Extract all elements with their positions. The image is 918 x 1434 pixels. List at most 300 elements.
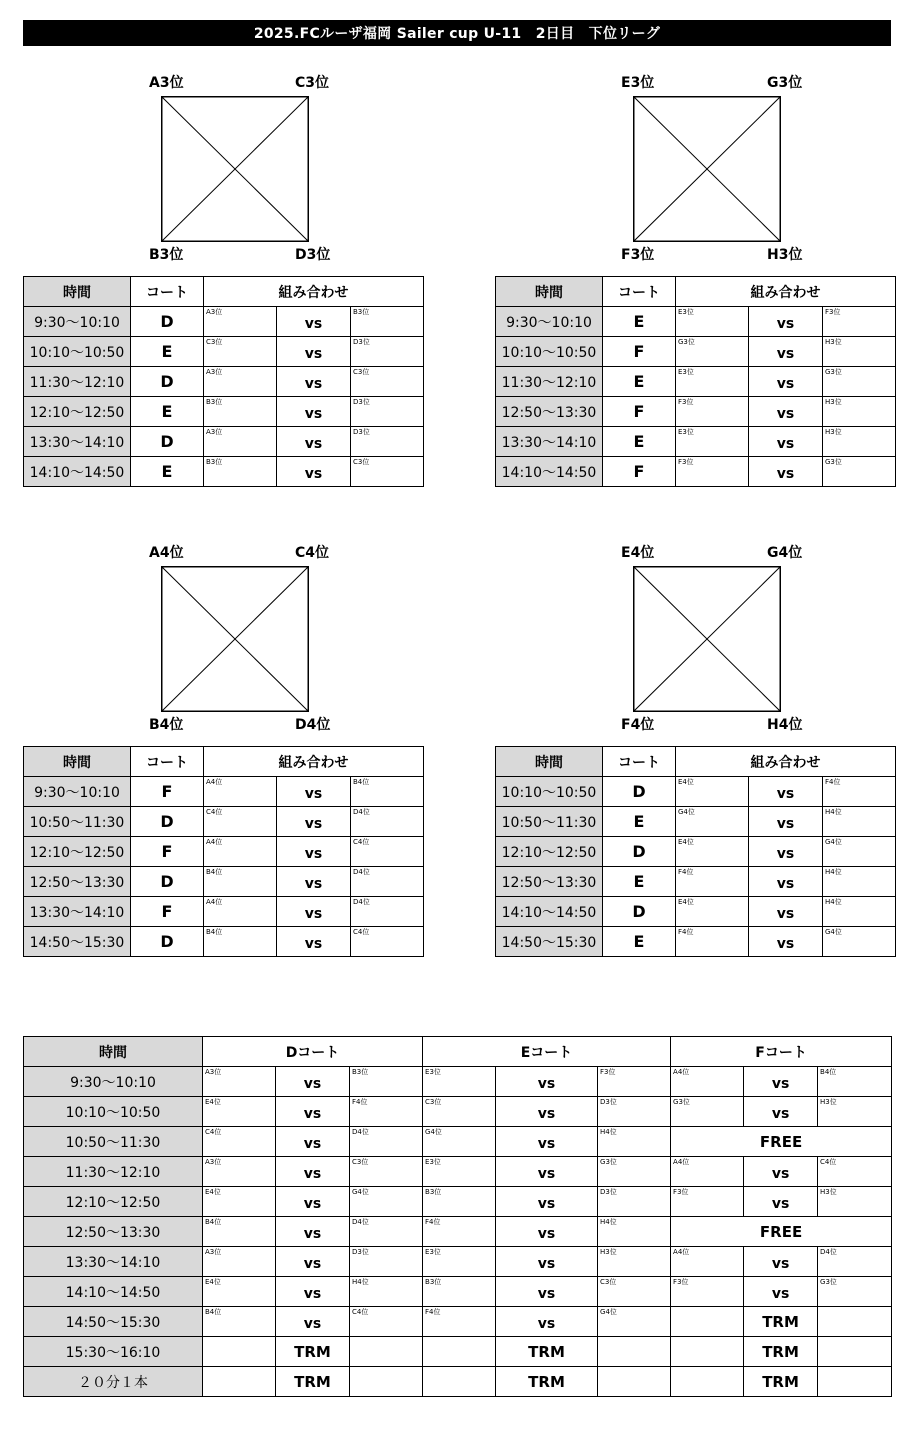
vs-label: vs: [744, 1277, 818, 1307]
vs-label: vs: [496, 1157, 598, 1187]
court-header: コート: [131, 277, 204, 307]
home-team: [671, 1247, 744, 1277]
away-team-label: H3位: [825, 428, 842, 436]
match-time: 14:10～14:50: [24, 457, 131, 487]
home-team-label: E4位: [678, 898, 694, 906]
home-team-label: B3位: [425, 1188, 442, 1196]
trm-slot: TRM: [744, 1337, 818, 1367]
home-team-label: B3位: [206, 458, 223, 466]
home-team: [676, 307, 749, 337]
home-team: [204, 337, 277, 367]
schedule-row: [24, 427, 424, 457]
away-team-label: F4位: [825, 778, 841, 786]
home-team: [671, 1067, 744, 1097]
vs-label: vs: [744, 1097, 818, 1127]
vs-label: vs: [276, 1127, 350, 1157]
away-team-label: D4位: [353, 868, 370, 876]
team-label-top-right: G3位: [767, 75, 803, 91]
master-row: [24, 1067, 892, 1097]
schedule-row: [496, 837, 896, 867]
empty-cell: [350, 1337, 423, 1367]
home-team: [423, 1217, 496, 1247]
home-team: [423, 1247, 496, 1277]
master-time: 14:50～15:30: [24, 1307, 203, 1337]
vs-label: vs: [496, 1127, 598, 1157]
home-team: [204, 397, 277, 427]
home-team-label: A4位: [673, 1158, 690, 1166]
away-team: [351, 367, 424, 397]
home-team: [676, 397, 749, 427]
home-team: [204, 867, 277, 897]
match-time: 10:10～10:50: [24, 337, 131, 367]
home-team-label: C4位: [205, 1128, 222, 1136]
home-team: [204, 307, 277, 337]
time-header: 時間: [24, 277, 131, 307]
home-team: [676, 867, 749, 897]
court-header: コート: [131, 747, 204, 777]
match-time: 11:30～12:10: [24, 367, 131, 397]
away-team: [823, 337, 896, 367]
vs-label: vs: [749, 367, 823, 397]
trm-slot: TRM: [276, 1337, 350, 1367]
away-team: [351, 397, 424, 427]
away-team-label: D3位: [600, 1098, 617, 1106]
court-name: E: [603, 807, 676, 837]
home-team: [203, 1307, 276, 1337]
court-header-f: Fコート: [671, 1037, 892, 1067]
away-team-label: C3位: [352, 1158, 369, 1166]
away-team: [351, 307, 424, 337]
court-name: F: [603, 457, 676, 487]
away-team-label: H3位: [820, 1098, 837, 1106]
time-header: 時間: [496, 747, 603, 777]
match-time: 12:10～12:50: [24, 397, 131, 427]
away-team: [818, 1157, 892, 1187]
match-time: 13:30～14:10: [24, 897, 131, 927]
home-team: [204, 897, 277, 927]
page-title: 2025.FCルーザ福岡 Sailer cup U-11 2日目 下位リーグ: [23, 20, 891, 46]
schedule-row: [24, 367, 424, 397]
match-time: 12:50～13:30: [24, 867, 131, 897]
away-team: [350, 1127, 423, 1157]
court-name: D: [603, 897, 676, 927]
away-team-label: D3位: [352, 1248, 369, 1256]
master-row: [24, 1307, 892, 1337]
vs-label: vs: [749, 897, 823, 927]
home-team: [203, 1067, 276, 1097]
match-time: 9:30～10:10: [24, 777, 131, 807]
vs-label: vs: [749, 427, 823, 457]
empty-cell: [818, 1307, 892, 1337]
team-label-top-left: A4位: [149, 545, 184, 561]
match-time: 11:30～12:10: [496, 367, 603, 397]
vs-label: vs: [744, 1187, 818, 1217]
home-team-label: E3位: [425, 1068, 441, 1076]
schedule-row: [496, 427, 896, 457]
away-team-label: H3位: [825, 338, 842, 346]
home-team-label: E3位: [678, 308, 694, 316]
home-team-label: A4位: [206, 778, 223, 786]
league-diagram: [23, 48, 423, 263]
group-block: [23, 48, 423, 482]
vs-label: vs: [277, 897, 351, 927]
away-team: [350, 1157, 423, 1187]
court-name: D: [131, 427, 204, 457]
matchup-header: 組み合わせ: [204, 277, 424, 307]
group-schedule: [23, 746, 423, 957]
away-team-label: D3位: [353, 398, 370, 406]
vs-label: vs: [277, 367, 351, 397]
court-name: D: [603, 837, 676, 867]
vs-label: vs: [749, 307, 823, 337]
home-team-label: F4位: [678, 868, 694, 876]
away-team: [350, 1067, 423, 1097]
away-team-label: F4位: [352, 1098, 368, 1106]
home-team-label: A3位: [205, 1158, 222, 1166]
vs-label: vs: [496, 1247, 598, 1277]
court-name: E: [603, 927, 676, 957]
away-team: [350, 1187, 423, 1217]
away-team: [351, 837, 424, 867]
away-team: [350, 1217, 423, 1247]
court-name: F: [603, 397, 676, 427]
matchup-header: 組み合わせ: [204, 747, 424, 777]
team-label-bottom-left: B4位: [149, 717, 184, 733]
home-team-label: E4位: [678, 778, 694, 786]
away-team: [823, 397, 896, 427]
vs-label: vs: [277, 777, 351, 807]
home-team-label: C4位: [206, 808, 223, 816]
away-team-label: B3位: [353, 308, 370, 316]
home-team: [204, 807, 277, 837]
group-schedule: [23, 276, 423, 487]
away-team-label: G4位: [352, 1188, 369, 1196]
master-row: [24, 1157, 892, 1187]
home-team: [676, 457, 749, 487]
court-name: F: [603, 337, 676, 367]
home-team: [676, 927, 749, 957]
team-label-top-right: G4位: [767, 545, 803, 561]
master-time: 15:30～16:10: [24, 1337, 203, 1367]
home-team-label: C3位: [206, 338, 223, 346]
home-team-label: F4位: [425, 1218, 441, 1226]
home-team-label: E3位: [678, 368, 694, 376]
vs-label: vs: [749, 777, 823, 807]
team-label-bottom-left: F4位: [621, 717, 655, 733]
home-team-label: F3位: [678, 458, 694, 466]
away-team-label: H4位: [825, 808, 842, 816]
home-team: [204, 927, 277, 957]
away-team: [351, 807, 424, 837]
schedule-row: [24, 897, 424, 927]
vs-label: vs: [744, 1247, 818, 1277]
away-team-label: C4位: [352, 1308, 369, 1316]
vs-label: vs: [276, 1097, 350, 1127]
away-team: [598, 1217, 671, 1247]
home-team: [671, 1187, 744, 1217]
court-name: E: [131, 397, 204, 427]
home-team-label: A4位: [673, 1068, 690, 1076]
vs-label: vs: [276, 1067, 350, 1097]
schedule-row: [24, 307, 424, 337]
away-team: [598, 1247, 671, 1277]
home-team: [676, 427, 749, 457]
team-label-bottom-right: D3位: [295, 247, 331, 263]
away-team-label: G4位: [825, 838, 842, 846]
master-time: 9:30～10:10: [24, 1067, 203, 1097]
court-name: E: [603, 427, 676, 457]
home-team-label: E4位: [205, 1188, 221, 1196]
schedule-row: [24, 867, 424, 897]
team-label-top-left: E3位: [621, 75, 655, 91]
home-team: [423, 1277, 496, 1307]
master-row: [24, 1247, 892, 1277]
vs-label: vs: [276, 1277, 350, 1307]
vs-label: vs: [277, 337, 351, 367]
court-name: D: [131, 307, 204, 337]
empty-cell: [203, 1367, 276, 1397]
home-team-label: A3位: [205, 1068, 222, 1076]
team-label-top-left: A3位: [149, 75, 184, 91]
vs-label: vs: [749, 927, 823, 957]
away-team-label: H3位: [600, 1248, 617, 1256]
vs-label: vs: [277, 927, 351, 957]
away-team-label: C4位: [353, 838, 370, 846]
empty-cell: [671, 1367, 744, 1397]
home-team: [671, 1277, 744, 1307]
vs-label: vs: [277, 837, 351, 867]
master-schedule: [23, 1036, 891, 1397]
home-team: [204, 367, 277, 397]
vs-label: vs: [749, 837, 823, 867]
away-team: [350, 1307, 423, 1337]
vs-label: vs: [277, 457, 351, 487]
home-team: [671, 1097, 744, 1127]
vs-label: vs: [276, 1217, 350, 1247]
away-team-label: D4位: [353, 898, 370, 906]
schedule-row: [24, 457, 424, 487]
away-team-label: B3位: [352, 1068, 369, 1076]
home-team: [423, 1307, 496, 1337]
empty-cell: [598, 1337, 671, 1367]
away-team-label: H4位: [825, 868, 842, 876]
home-team-label: A3位: [206, 428, 223, 436]
home-team-label: E3位: [678, 428, 694, 436]
master-time: 12:50～13:30: [24, 1217, 203, 1247]
league-diagram: [495, 518, 895, 733]
away-team: [350, 1277, 423, 1307]
team-label-bottom-left: F3位: [621, 247, 655, 263]
away-team: [823, 457, 896, 487]
court-name: D: [131, 807, 204, 837]
vs-label: vs: [277, 807, 351, 837]
league-cross-box: [633, 566, 781, 712]
empty-cell: [671, 1307, 744, 1337]
group-block: [495, 48, 895, 482]
match-time: 10:10～10:50: [496, 337, 603, 367]
home-team: [423, 1067, 496, 1097]
away-team: [818, 1187, 892, 1217]
away-team: [598, 1127, 671, 1157]
schedule-row: [496, 897, 896, 927]
master-row: [24, 1127, 892, 1157]
schedule-row: [496, 337, 896, 367]
master-row: [24, 1277, 892, 1307]
empty-cell: [818, 1367, 892, 1397]
away-team: [823, 927, 896, 957]
master-row: [24, 1097, 892, 1127]
court-header-e: Eコート: [423, 1037, 671, 1067]
home-team-label: B3位: [425, 1278, 442, 1286]
away-team-label: B4位: [353, 778, 370, 786]
away-team: [598, 1307, 671, 1337]
schedule-row: [24, 777, 424, 807]
away-team-label: C3位: [600, 1278, 617, 1286]
trm-slot: TRM: [744, 1307, 818, 1337]
schedule-row: [496, 367, 896, 397]
away-team-label: D3位: [600, 1188, 617, 1196]
home-team: [204, 837, 277, 867]
match-time: 12:50～13:30: [496, 397, 603, 427]
away-team: [823, 307, 896, 337]
match-time: 14:10～14:50: [496, 897, 603, 927]
away-team-label: B4位: [820, 1068, 837, 1076]
away-team: [351, 867, 424, 897]
home-team-label: B4位: [206, 868, 223, 876]
match-time: 12:50～13:30: [496, 867, 603, 897]
away-team: [823, 777, 896, 807]
vs-label: vs: [496, 1307, 598, 1337]
match-time: 10:50～11:30: [496, 807, 603, 837]
empty-cell: [350, 1367, 423, 1397]
empty-cell: [203, 1337, 276, 1367]
away-team: [818, 1277, 892, 1307]
home-team: [676, 367, 749, 397]
home-team: [676, 837, 749, 867]
vs-label: vs: [276, 1307, 350, 1337]
vs-label: vs: [744, 1157, 818, 1187]
league-diagram: [23, 518, 423, 733]
home-team-label: A4位: [206, 838, 223, 846]
vs-label: vs: [276, 1247, 350, 1277]
home-team-label: E4位: [205, 1098, 221, 1106]
schedule-row: [496, 807, 896, 837]
away-team-label: G3位: [820, 1278, 837, 1286]
home-team-label: B3位: [206, 398, 223, 406]
away-team-label: C3位: [353, 458, 370, 466]
home-team-label: A3位: [205, 1248, 222, 1256]
away-team-label: H3位: [825, 398, 842, 406]
away-team: [598, 1097, 671, 1127]
away-team: [823, 897, 896, 927]
master-row: [24, 1367, 892, 1397]
home-team: [204, 777, 277, 807]
home-team-label: G3位: [673, 1098, 690, 1106]
league-diagram: [495, 48, 895, 263]
home-team-label: B4位: [206, 928, 223, 936]
away-team-label: G3位: [825, 368, 842, 376]
master-row: [24, 1337, 892, 1367]
match-time: 13:30～14:10: [496, 427, 603, 457]
away-team-label: H4位: [352, 1278, 369, 1286]
trm-slot: TRM: [744, 1367, 818, 1397]
court-header: コート: [603, 277, 676, 307]
away-team: [823, 837, 896, 867]
match-time: 12:10～12:50: [24, 837, 131, 867]
home-team-label: A4位: [206, 898, 223, 906]
away-team: [823, 807, 896, 837]
home-team-label: F3位: [673, 1188, 689, 1196]
vs-label: vs: [496, 1277, 598, 1307]
away-team-label: D4位: [820, 1248, 837, 1256]
home-team: [676, 807, 749, 837]
home-team: [671, 1157, 744, 1187]
home-team-label: F4位: [425, 1308, 441, 1316]
vs-label: vs: [277, 397, 351, 427]
court-name: E: [131, 337, 204, 367]
schedule-row: [496, 777, 896, 807]
master-time: 12:10～12:50: [24, 1187, 203, 1217]
group-schedule: [495, 746, 895, 957]
home-team-label: G4位: [678, 808, 695, 816]
home-team: [423, 1127, 496, 1157]
team-label-top-left: E4位: [621, 545, 655, 561]
away-team-label: C3位: [353, 368, 370, 376]
home-team-label: C3位: [425, 1098, 442, 1106]
away-team-label: D4位: [352, 1218, 369, 1226]
league-cross-box: [161, 96, 309, 242]
away-team: [351, 337, 424, 367]
match-time: 14:10～14:50: [496, 457, 603, 487]
home-team-label: A3位: [206, 308, 223, 316]
schedule-row: [496, 457, 896, 487]
trm-slot: TRM: [496, 1337, 598, 1367]
vs-label: vs: [276, 1187, 350, 1217]
away-team-label: D3位: [353, 338, 370, 346]
master-row: [24, 1187, 892, 1217]
schedule-row: [496, 397, 896, 427]
match-time: 9:30～10:10: [24, 307, 131, 337]
match-time: 12:10～12:50: [496, 837, 603, 867]
home-team: [423, 1187, 496, 1217]
trm-slot: TRM: [276, 1367, 350, 1397]
away-team: [823, 427, 896, 457]
away-team-label: H4位: [600, 1218, 617, 1226]
home-team-label: B4位: [205, 1308, 222, 1316]
matchup-header: 組み合わせ: [676, 747, 896, 777]
schedule-row: [496, 307, 896, 337]
team-label-bottom-right: H4位: [767, 717, 803, 733]
court-header-d: Dコート: [203, 1037, 423, 1067]
empty-cell: [818, 1337, 892, 1367]
home-team-label: B4位: [205, 1218, 222, 1226]
away-team: [818, 1067, 892, 1097]
home-team: [203, 1277, 276, 1307]
master-time: 10:50～11:30: [24, 1127, 203, 1157]
empty-cell: [598, 1367, 671, 1397]
away-team: [351, 897, 424, 927]
home-team-label: F3位: [673, 1278, 689, 1286]
away-team-label: F3位: [825, 308, 841, 316]
home-team: [204, 427, 277, 457]
home-team-label: F3位: [678, 398, 694, 406]
master-time: ２０分１本: [24, 1367, 203, 1397]
away-team-label: H3位: [820, 1188, 837, 1196]
vs-label: vs: [277, 867, 351, 897]
home-team: [203, 1247, 276, 1277]
court-name: D: [603, 777, 676, 807]
court-name: D: [131, 927, 204, 957]
